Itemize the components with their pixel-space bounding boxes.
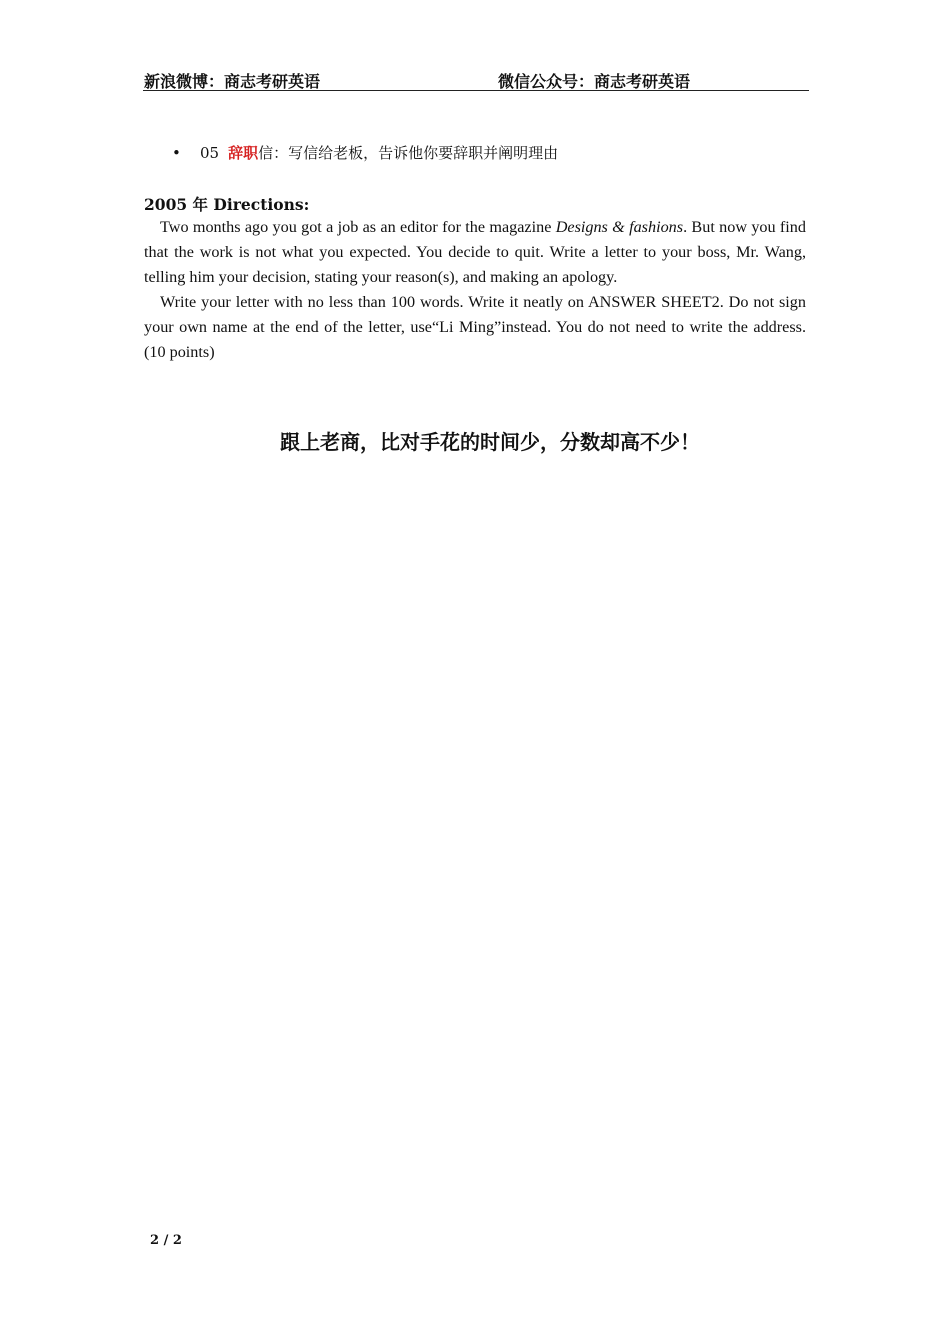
paragraph-2: Write your letter with no less than 100 words. Write it neatly on ANSWER SHEET2. Do not sign your own name at the end of the letter, use“Li Ming”instead. You do not need to write the address. (10 points) [144, 293, 806, 361]
section-heading: 2005 年 Directions: [144, 195, 310, 214]
item-number: 05 [200, 144, 220, 162]
page-header [143, 66, 809, 91]
header-weibo: 新浪微博：商志考研英语 [144, 72, 321, 91]
directions-text [144, 215, 806, 365]
item-text: 信：写信给老板，告诉他你要辞职并阐明理由 [258, 144, 559, 162]
bullet-icon: • [172, 144, 181, 162]
magazine-title: Designs & fashions [555, 218, 684, 236]
paragraph-1: Two months ago you got a job as an editor for the magazine Designs & fashions. But now you find that the work is not what you expected. You decide to quit. Write a letter to your boss, Mr. Wang, telling him your decision, stating your reason(s), and making an apology. [144, 218, 806, 286]
page-number: 2 / 2 [150, 1233, 182, 1248]
slogan: 跟上老商，比对手花的时间少，分数却高不少！ [280, 430, 700, 454]
header-wechat: 微信公众号：商志考研英语 [498, 72, 691, 91]
list-item [172, 142, 558, 163]
item-highlight: 辞职 [228, 144, 259, 162]
